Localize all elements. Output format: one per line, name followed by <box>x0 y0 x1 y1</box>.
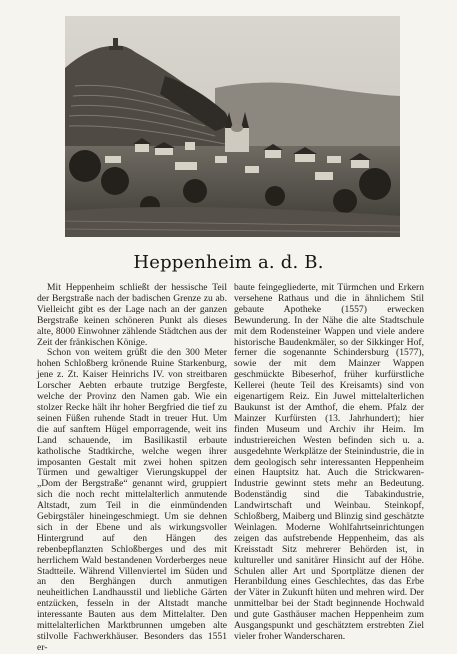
paragraph: Schon von weitem grüßt die den 300 Meter hohen Schloßberg krönende Ruine Starkenburg, jene z. Zt. Kaiser Heinrichs IV. von streitbaren Lorscher Aebten erbaute trutzige Bergfeste, welche der Provinz den Namen gab. Wie ein stolzer Recke hält ihr hoher Bergfried die tief zu seinen Füßen ruhende Stadt in treuer Hut. Um die auf sanftem Hügel emporragende, weit ins Land schauende, im Basilikastil erbaute katholische Stadtkirche, welche wegen ihrer imposanten Gestalt mit zwei hohen spitzen Türmen und gewaltiger Vierungskuppel der „Dom der Bergstraße“ genannt wird, gruppiert sich die noch recht mittelalterlich anmutende Altstadt, zum Teil in die einmündenden Gebirgstäler hineingeschmiegt. Um sie dehnen sich in der Ebene und als wirkungsvoller Hintergrund auf den Hängen des rebenbepflanzten Schloßberges und des mit herrlichem Wald bestandenen Vorderberges neue Stadtteile. Während Villenviertel im Süden und an den Berghängen durch anmutigen neuheitlichen Landhausstil und liebliche Gärten entzücken, fesseln in der Altstadt manche interessante Bauten aus dem Mittelalter. Den mittelalterlichen Marktbrunnen umgeben alte stilvolle Fachwerkhäuser. Besonders das 1551 er- <box>37 347 227 653</box>
paragraph: baute feingegliederte, mit Türmchen und Erkern versehene Rathaus und die in ähnlichem Stil gebaute Apotheke (1557) erwecken Bewunderung. In der Nähe die alte Stadtschule mit dem Rodensteiner Wappen und viele andere historische Baudenkmäler, so der Sikkinger Hof, ferner die sogenannte Schindersburg (1577), sowie der mit dem Mainzer Wappen geschmückte Bibeserhof, früher kurfürstliche Kellerei (heute Teil des Kreisamts) sind von eigenartigem Reiz. Ein Juwel mittelalterlichen Baukunst ist der Amthof, die ehem. Pfalz der Mainzer Kurfürsten (13. Jahrhundert); hier finden Museum und Archiv ihr Heim. Im industriereichen Westen befinden sich u. a. ausgedehnte Werkplätze der Steinindustrie, die in dem geologisch sehr interessanten Heppenheim einen Hauptsitz hat. Auch die Strickwaren-Industrie gewinnt stets mehr an Bedeutung. Bodenständig sind die Tabakindustrie, Landwirtschaft und Weinbau. Steinkopf, Schloßberg, Maiberg und Blinzig sind geschätzte Weinlagen. Moderne Wohlfahrtseinrichtungen zeigen das aufstrebende Heppenheim, das als Kreisstadt Sitz mehrerer Behörden ist, in kultureller und sanitärer Hinsicht auf der Höhe. Schulen aller Art und Sportplätze dienen der Heranbildung eines Geschlechtes, das das Erbe der Väter in Zukunft hüten und mehren wird. Der unmittelbar bei der Stadt beginnende Hochwald und gute Gasthäuser machen Heppenheim zum Ausgangspunkt und geschätztem erstrebten Ziel vieler froher Wanderscharen. <box>234 282 424 642</box>
town-photograph <box>65 16 400 237</box>
text-column-right <box>234 283 424 643</box>
paragraph: Mit Heppenheim schließt der hessische Teil der Bergstraße nach der badischen Grenze zu ab. Vielleicht gibt es der Lage nach an der ganzen Bergstraße keinen schöneren Punkt als dieses alte, 8000 Einwohner zählende Städtchen aus der Zeit der fränkischen Könige. <box>37 282 227 348</box>
article-title: Heppenheim a. d. B. <box>133 252 324 273</box>
town-photograph-image <box>65 16 400 237</box>
text-column-left <box>37 283 227 654</box>
